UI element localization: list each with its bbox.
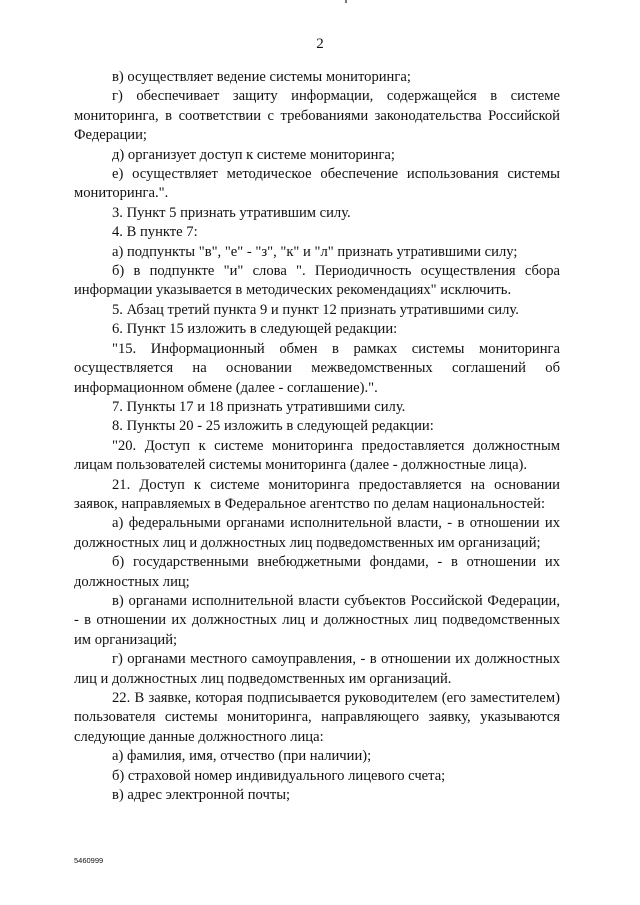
paragraph: 6. Пункт 15 изложить в следующей редакции: bbox=[112, 321, 398, 338]
paragraph: д) организует доступ к системе мониторинга; bbox=[112, 146, 395, 163]
paragraph: г) органами местного самоуправления, - в отношении их должностных лиц и должностных лиц подведомственных им организаций. bbox=[74, 651, 560, 687]
paragraph: "20. Доступ к системе мониторинга предоставляется должностным лицам пользователей системы мониторинга (далее - должностные лица). bbox=[74, 437, 560, 474]
paragraph: в) осуществляет ведение системы мониторинга; bbox=[112, 69, 411, 85]
document-body bbox=[74, 68, 560, 805]
paragraph: 8. Пункты 20 - 25 изложить в следующей редакции: bbox=[112, 418, 434, 435]
paragraph: "15. Информационный обмен в рамках системы мониторинга осуществляется на основании межведомственных соглашений об информационном обмене (далее - соглашение).". bbox=[74, 340, 560, 396]
paragraph: 4. В пункте 7: bbox=[112, 224, 198, 241]
paragraph: в) адрес электронной почты; bbox=[112, 787, 291, 804]
document-code: 5460999 bbox=[74, 856, 104, 865]
paragraph: 21. Доступ к системе мониторинга предоставляется на основании заявок, направляемых в Федеральное агентство по делам национальностей: bbox=[74, 476, 560, 512]
paragraph: б) в подпункте "и" слова ". Периодичность осуществления сбора информации указывается в методических рекомендациях" исключить. bbox=[74, 263, 560, 299]
paragraph: а) подпункты "в", "е" - "з", "к" и "л" признать утратившими силу; bbox=[112, 243, 518, 260]
page-number: 2 bbox=[316, 36, 324, 52]
paragraph: б) государственными внебюджетными фондами, - в отношении их должностных лиц; bbox=[74, 554, 560, 590]
paragraph: а) федеральными органами исполнительной власти, - в отношении их должностных лиц и должностных лиц подведомственных им организаций; bbox=[74, 515, 560, 551]
paragraph: е) осуществляет методическое обеспечение использования системы мониторинга.". bbox=[74, 166, 560, 202]
paragraph: а) фамилия, имя, отчество (при наличии); bbox=[112, 748, 372, 765]
paragraph: г) обеспечивает защиту информации, содержащейся в системе мониторинга, в соответствии с требованиями законодательства Российской Федерации; bbox=[74, 88, 560, 144]
paragraph: 22. В заявке, которая подписывается руководителем (его заместителем) пользователя системы мониторинга, направляющего заявку, указываются следующие данные должностного лица: bbox=[74, 690, 560, 745]
paragraph: 7. Пункты 17 и 18 признать утратившими силу. bbox=[112, 398, 406, 415]
paragraph: в) органами исполнительной власти субъектов Российской Федерации, - в отношении их должностных лиц и должностных лиц подведомственных им организаций; bbox=[74, 592, 560, 648]
scan-mark bbox=[345, 0, 347, 3]
paragraph: 3. Пункт 5 признать утратившим силу. bbox=[112, 204, 351, 221]
paragraph: 5. Абзац третий пункта 9 и пункт 12 признать утратившими силу. bbox=[112, 301, 519, 318]
paragraph: б) страховой номер индивидуального лицевого счета; bbox=[112, 767, 446, 784]
